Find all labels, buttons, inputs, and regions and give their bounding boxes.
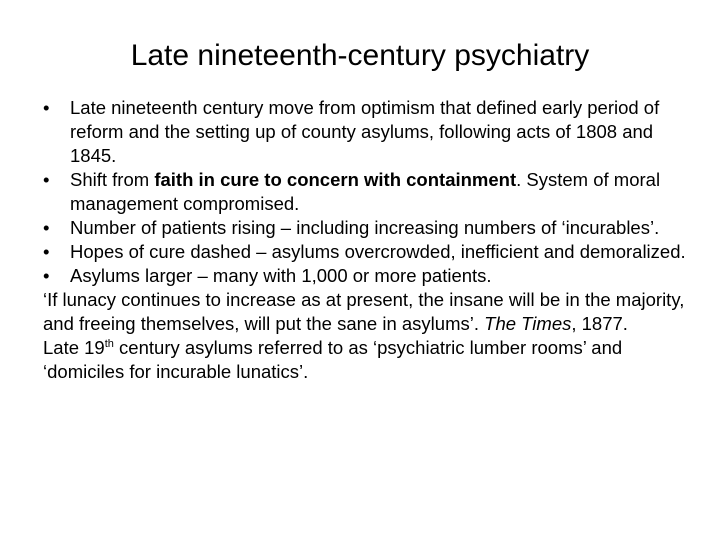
slide-title: Late nineteenth-century psychiatry	[130, 39, 590, 72]
bullet-glyph: •	[43, 97, 50, 118]
bullet-item	[43, 264, 693, 288]
slide-body	[43, 96, 693, 384]
bullet-text: Late nineteenth century move from optimism that defined early period of reform and the setting up of county asylums, following acts of 1808 and 1845.	[70, 97, 660, 166]
bullet-text-bold: faith in cure to concern with containment	[154, 169, 517, 190]
bullet-text: Hopes of cure dashed – asylums overcrowded, inefficient and demoralized.	[70, 241, 686, 262]
bullet-item	[43, 216, 693, 240]
bullet-list	[43, 96, 693, 288]
bullet-glyph: •	[43, 265, 50, 286]
bullet-item	[43, 96, 693, 168]
bullet-text: Asylums larger – many with 1,000 or more patients.	[70, 265, 492, 286]
quote-year: , 1877.	[571, 313, 628, 334]
quote-paragraph	[43, 288, 693, 336]
bullet-text-pre: Shift from	[70, 169, 155, 190]
bullet-glyph: •	[43, 241, 50, 262]
bullet-item	[43, 240, 693, 264]
bullet-glyph: •	[43, 169, 50, 190]
quote-source: The Times	[484, 313, 572, 334]
closing-sup: th	[104, 337, 114, 350]
bullet-item	[43, 168, 693, 216]
quote-text: ‘If lunacy continues to increase as at present, the insane will be in the majority, and freeing themselves, will put the sane in asylums’.	[43, 289, 685, 334]
closing-post: century asylums referred to as ‘psychiatric lumber rooms’ and ‘domiciles for incurable lunatics’.	[43, 337, 623, 382]
closing-paragraph	[43, 336, 693, 384]
closing-pre: Late 19	[43, 337, 105, 358]
bullet-text: Number of patients rising – including increasing numbers of ‘incurables’.	[70, 217, 660, 238]
bullet-glyph: •	[43, 217, 50, 238]
bullet-text-post: . System of moral management compromised.	[70, 169, 661, 214]
